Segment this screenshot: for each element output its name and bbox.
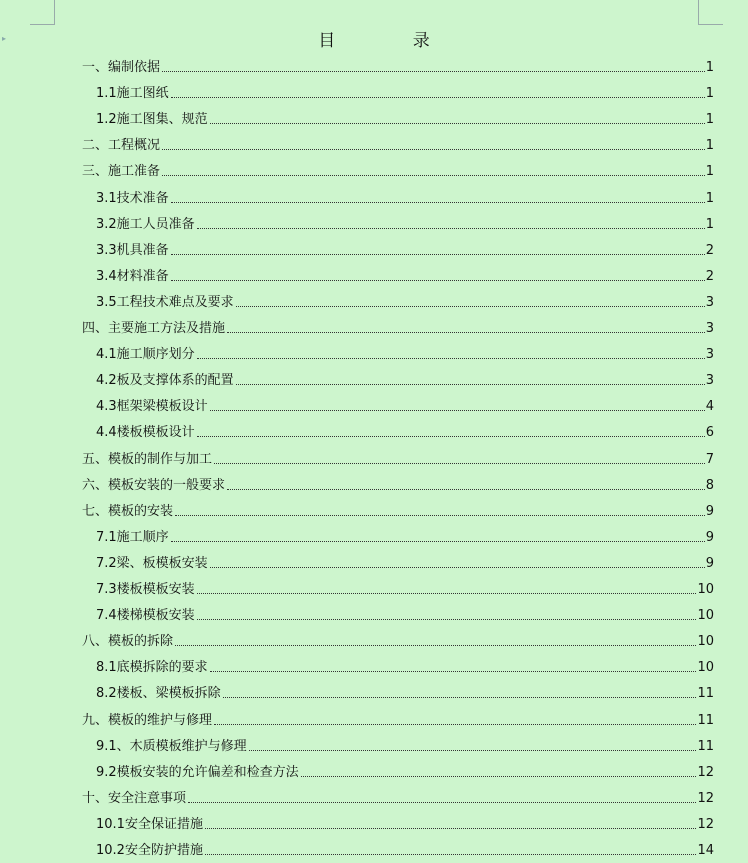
- toc-dot-leader: [227, 489, 705, 490]
- toc-dot-leader: [210, 671, 697, 672]
- toc-dot-leader: [175, 515, 705, 516]
- toc-entry-label: 8.1底模拆除的要求: [96, 660, 208, 676]
- toc-entry[interactable]: [82, 134, 714, 154]
- toc-entry[interactable]: [82, 500, 714, 520]
- toc-entry-label: 3.4材料准备: [96, 268, 169, 284]
- toc-dot-leader: [210, 123, 705, 124]
- toc-dot-leader: [188, 802, 696, 803]
- toc-entry-label: 1.2施工图集、规范: [96, 112, 208, 128]
- toc-entry[interactable]: [82, 160, 714, 180]
- toc-dot-leader: [210, 410, 705, 411]
- toc-dot-leader: [214, 463, 705, 464]
- toc-entry-label: 3.1技术准备: [96, 190, 169, 206]
- toc-entry-label: 3.5工程技术难点及要求: [96, 294, 234, 310]
- toc-entry[interactable]: [96, 108, 714, 128]
- toc-dot-leader: [171, 97, 705, 98]
- toc-dot-leader: [210, 567, 705, 568]
- toc-entry-label: 1.1施工图纸: [96, 86, 169, 102]
- toc-entry-page: 3: [705, 347, 714, 363]
- toc-entry-page: 12: [697, 816, 714, 832]
- toc-entry-page: 1: [705, 216, 714, 232]
- toc-entry-label: 10.2安全防护措施: [96, 843, 203, 858]
- toc-dot-leader: [214, 724, 696, 725]
- toc-entry-page: 2: [705, 268, 714, 284]
- toc-entry-label: 7.4楼梯模板安装: [96, 608, 195, 624]
- margin-corner-mark-right: [698, 0, 723, 25]
- toc-entry[interactable]: [82, 317, 714, 337]
- toc-entry[interactable]: [96, 656, 714, 676]
- toc-entry-label: 4.3框架梁模板设计: [96, 399, 208, 415]
- toc-entry[interactable]: [82, 56, 714, 76]
- toc-dot-leader: [175, 645, 696, 646]
- toc-dot-leader: [205, 828, 697, 829]
- toc-entry-page: 10: [697, 634, 714, 650]
- toc-dot-leader: [223, 697, 697, 698]
- toc-entry-label: 10.1安全保证措施: [96, 816, 203, 832]
- toc-entry[interactable]: [96, 578, 714, 598]
- toc-dot-leader: [171, 541, 705, 542]
- toc-dot-leader: [197, 358, 705, 359]
- toc-entry[interactable]: [96, 291, 714, 311]
- toc-entry[interactable]: [96, 395, 714, 415]
- toc-entry-label: 3.2施工人员准备: [96, 216, 195, 232]
- page-title: 目 录: [318, 31, 466, 51]
- toc-dot-leader: [171, 280, 705, 281]
- toc-entry-label: 7.3楼板模板安装: [96, 582, 195, 597]
- toc-entry-page: 6: [705, 425, 714, 441]
- toc-dot-leader: [162, 175, 705, 176]
- toc-entry-page: 3: [705, 373, 714, 389]
- toc-entry-label: 7.2梁、板模板安装: [96, 555, 208, 571]
- toc-entry-label: 4.4楼板模板设计: [96, 425, 195, 441]
- toc-entry-label: 4.2板及支撑体系的配置: [96, 373, 234, 389]
- toc-dot-leader: [205, 854, 697, 855]
- toc-entry[interactable]: [96, 369, 714, 389]
- toc-entry[interactable]: [96, 682, 714, 702]
- toc-dot-leader: [171, 254, 705, 255]
- toc-entry-page: 10: [697, 608, 714, 624]
- toc-dot-leader: [236, 306, 705, 307]
- toc-entry[interactable]: [82, 630, 714, 650]
- toc-entry-page: 9: [705, 555, 714, 571]
- toc-entry-label: 9.1、木质模板维护与修理: [96, 738, 247, 754]
- ruler-marker-icon: ▸: [2, 34, 7, 43]
- toc-entry-label: 二、工程概况: [82, 138, 161, 154]
- toc-dot-leader: [162, 149, 705, 150]
- toc-entry[interactable]: [96, 239, 714, 259]
- toc-entry-page: 8: [705, 477, 714, 493]
- toc-entry-label: 8.2楼板、梁模板拆除: [96, 686, 221, 702]
- toc-entry-label: 三、施工准备: [82, 164, 161, 180]
- toc-entry-label: 3.3机具准备: [96, 242, 169, 258]
- toc-entry-label: 九、模板的维护与修理: [82, 712, 213, 728]
- toc-entry[interactable]: [96, 265, 714, 285]
- toc-entry-label: 9.2模板安装的允许偏差和检查方法: [96, 764, 299, 780]
- toc-entry-page: 4: [705, 399, 714, 415]
- toc-entry[interactable]: [96, 839, 714, 859]
- toc-dot-leader: [171, 202, 705, 203]
- toc-entry-page: 3: [705, 294, 714, 310]
- toc-entry[interactable]: [96, 552, 714, 572]
- toc-dot-leader: [197, 593, 697, 594]
- toc-dot-leader: [236, 384, 705, 385]
- toc-entry-label: 十、安全注意事项: [82, 790, 187, 806]
- toc-entry-label: 7.1施工顺序: [96, 529, 169, 545]
- toc-dot-leader: [249, 750, 697, 751]
- toc-entry-page: 1: [705, 164, 714, 180]
- toc-entry-page: 10: [697, 582, 714, 597]
- toc-entry[interactable]: [96, 761, 714, 781]
- toc-dot-leader: [197, 228, 705, 229]
- toc-entry[interactable]: [82, 448, 714, 468]
- toc-entry-page: 12: [697, 790, 714, 806]
- toc-entry-label: 4.1施工顺序划分: [96, 347, 195, 363]
- toc-entry-page: 10: [697, 660, 714, 676]
- toc-entry-label: 八、模板的拆除: [82, 634, 174, 650]
- toc-dot-leader: [197, 436, 705, 437]
- toc-dot-leader: [227, 332, 705, 333]
- header-band-cut-off: [0, 0, 748, 6]
- toc-entry-label: 七、模板的安装: [82, 503, 174, 519]
- toc-entry[interactable]: [96, 82, 714, 102]
- toc-entry-page: 12: [697, 764, 714, 780]
- toc-entry[interactable]: [96, 187, 714, 207]
- margin-corner-mark-left: [30, 0, 55, 25]
- toc-entry[interactable]: [96, 604, 714, 624]
- toc-entry[interactable]: [82, 787, 714, 807]
- toc-entry-page: 1: [705, 138, 714, 154]
- toc-entry-page: 11: [697, 686, 714, 702]
- toc-entry-label: 四、主要施工方法及措施: [82, 321, 226, 336]
- toc-entry-label: 一、编制依据: [82, 60, 161, 75]
- toc-dot-leader: [162, 71, 705, 72]
- toc-entry-page: 1: [705, 60, 714, 75]
- toc-entry-label: 六、模板安装的一般要求: [82, 477, 226, 493]
- toc-entry-page: 11: [697, 738, 714, 754]
- toc-entry-page: 1: [705, 112, 714, 128]
- toc-entry[interactable]: [96, 813, 714, 833]
- toc-entry[interactable]: [96, 735, 714, 755]
- toc-entry[interactable]: [96, 343, 714, 363]
- toc-entry-page: 9: [705, 529, 714, 545]
- toc-entry-page: 2: [705, 242, 714, 258]
- toc-entry[interactable]: [96, 213, 714, 233]
- toc-entry[interactable]: [82, 474, 714, 494]
- toc-entry-page: 1: [705, 86, 714, 102]
- toc-entry-page: 7: [705, 451, 714, 467]
- toc-dot-leader: [197, 619, 697, 620]
- toc-entry[interactable]: [96, 526, 714, 546]
- toc-dot-leader: [301, 776, 697, 777]
- toc-entry[interactable]: [82, 709, 714, 729]
- toc-entry-page: 14: [697, 843, 714, 858]
- toc-entry-page: 9: [705, 503, 714, 519]
- toc-entry-page: 11: [697, 712, 714, 728]
- toc-entry[interactable]: [96, 421, 714, 441]
- toc-entry-label: 五、模板的制作与加工: [82, 451, 213, 467]
- toc-entry-page: 1: [705, 190, 714, 206]
- toc-entry-page: 3: [705, 321, 714, 336]
